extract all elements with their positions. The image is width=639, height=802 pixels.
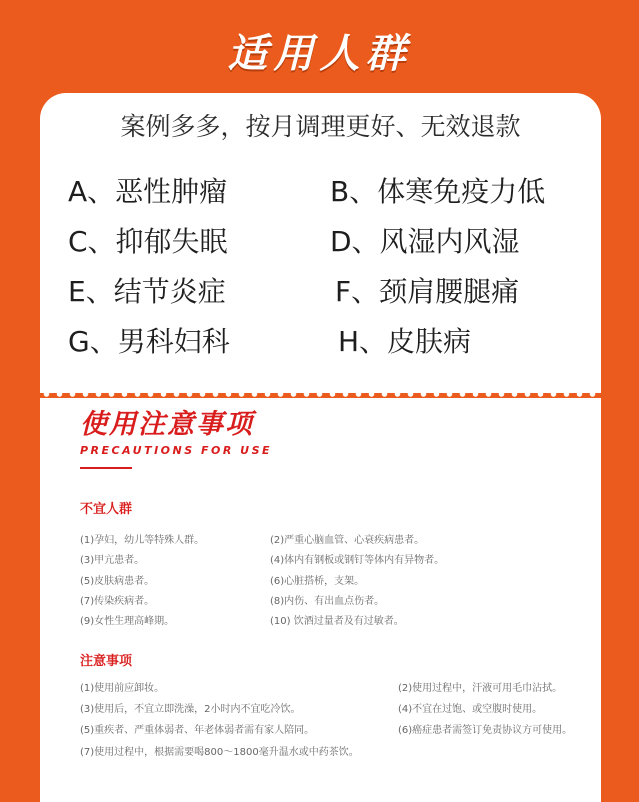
page-title: 适用人群 <box>227 31 412 77</box>
notes-item: (6)癌症患者需签订免责协议方可使用。 <box>398 725 573 736</box>
target-group-item: A、恶性肿瘤 <box>68 175 228 208</box>
dotted-divider <box>40 390 601 398</box>
unsuitable-item: (2)严重心脑血管、心衰疾病患者。 <box>270 535 425 546</box>
notes-item: (4)不宜在过饱、或空腹时使用。 <box>398 704 543 715</box>
target-group-item: E、结节炎症 <box>68 275 226 308</box>
notes-item: (1)使用前应卸妆。 <box>80 683 165 694</box>
unsuitable-item: (9)女性生理高峰期。 <box>80 616 175 627</box>
target-group-item: G、男科妇科 <box>68 325 230 358</box>
notes-item: (3)使用后，不宜立即洗澡，2小时内不宜吃冷饮。 <box>80 704 301 715</box>
unsuitable-item: (4)体内有钢板或钢钉等体内有异物者。 <box>270 555 445 566</box>
target-group-item: B、体寒免疫力低 <box>330 175 546 208</box>
target-group-item: F、颈肩腰腿痛 <box>335 275 520 308</box>
precautions-title: 使用注意事项 <box>80 409 254 440</box>
precautions-subtitle: PRECAUTIONS FOR USE <box>80 444 273 457</box>
unsuitable-item: (8)内伤、有出血点伤者。 <box>270 596 385 607</box>
unsuitable-item: (7)传染疾病者。 <box>80 596 155 607</box>
notes-item: (5)重疾者、严重体弱者、年老体弱者需有家人陪同。 <box>80 725 315 736</box>
notes-section-title: 注意事项 <box>80 654 133 669</box>
target-group-item: D、风湿内风湿 <box>330 225 520 258</box>
unsuitable-item: (1)孕妇，幼儿等特殊人群。 <box>80 535 205 546</box>
unsuitable-item: (10) 饮酒过量者及有过敏者。 <box>270 616 404 627</box>
unsuitable-item: (5)皮肤病患者。 <box>80 576 155 587</box>
unsuitable-section-title: 不宜人群 <box>80 502 133 517</box>
target-group-item: C、抑郁失眠 <box>68 225 228 258</box>
notes-item: (2)使用过程中，汗液可用毛巾沾拭。 <box>398 683 563 694</box>
title-underline <box>80 467 132 469</box>
card-headline: 案例多多，按月调理更好、无效退款 <box>120 112 521 141</box>
unsuitable-item: (6)心脏搭桥，支架。 <box>270 576 365 587</box>
unsuitable-item: (3)甲亢患者。 <box>80 555 145 566</box>
notes-item: (7)使用过程中，根据需要喝800～1800毫升温水或中药茶饮。 <box>80 747 359 758</box>
target-group-item: H、皮肤病 <box>338 325 472 358</box>
